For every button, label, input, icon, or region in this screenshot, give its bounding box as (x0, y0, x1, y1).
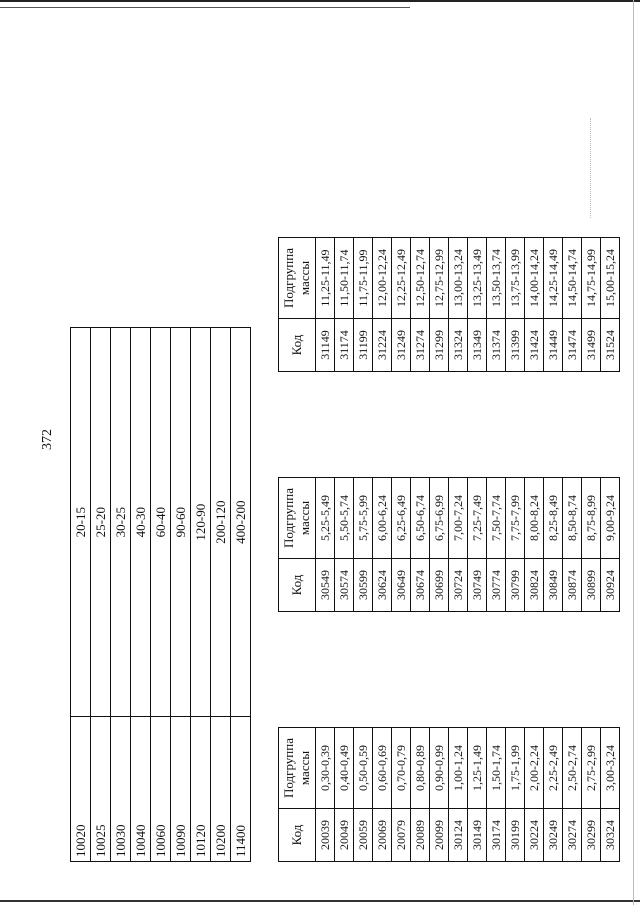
code-cell: 10200 (211, 717, 231, 862)
mass-cell: 6,50-6,74 (411, 478, 430, 559)
mass-header: Подгруппа массы (279, 478, 316, 559)
header-row (279, 728, 316, 862)
mass-cell: 12,25-12,49 (392, 238, 411, 319)
code-cell: 20059 (354, 809, 373, 862)
mass-table-body (316, 478, 620, 612)
table-row (487, 478, 506, 612)
table-row (506, 478, 525, 612)
code-cell: 30599 (354, 559, 373, 612)
table-row (231, 328, 251, 862)
mass-cell: 13,00-13,24 (449, 238, 468, 319)
table-row (151, 328, 171, 862)
scan-line-top (0, 7, 410, 8)
table-row (506, 728, 525, 862)
code-cell: 11400 (231, 717, 251, 862)
mass-table-3 (278, 237, 620, 372)
code-cell: 10025 (91, 717, 111, 862)
mass-cell: 11,75-11,99 (354, 238, 373, 319)
range-table-body (71, 328, 251, 862)
code-cell: 10030 (111, 717, 131, 862)
mass-cell: 7,00-7,24 (449, 478, 468, 559)
code-cell: 30674 (411, 559, 430, 612)
table-row (525, 238, 544, 372)
mass-table-body (316, 238, 620, 372)
mass-cell: 1,50-1,74 (487, 728, 506, 809)
mass-cell: 13,25-13,49 (468, 238, 487, 319)
code-cell: 30749 (468, 559, 487, 612)
table-row (544, 728, 563, 862)
scan-edge-top (0, 0, 640, 6)
table-row (563, 728, 582, 862)
mass-table-1 (278, 727, 620, 862)
table-row (582, 238, 601, 372)
mass-cell: 11,25-11,49 (316, 238, 335, 319)
code-cell: 31374 (487, 319, 506, 372)
code-cell: 30799 (506, 559, 525, 612)
code-cell: 31299 (430, 319, 449, 372)
code-cell: 30724 (449, 559, 468, 612)
mass-cell: 14,50-14,74 (563, 238, 582, 319)
mass-cell: 13,50-13,74 (487, 238, 506, 319)
range-cell: 120-90 (191, 328, 211, 717)
mass-table-2 (278, 477, 620, 612)
mass-cell: 14,25-14,49 (544, 238, 563, 319)
table-row (373, 478, 392, 612)
header-row (279, 238, 316, 372)
code-cell: 31274 (411, 319, 430, 372)
code-cell: 30774 (487, 559, 506, 612)
mass-header: Подгруппа массы (279, 728, 316, 809)
table-row (601, 478, 620, 612)
code-cell: 30574 (335, 559, 354, 612)
mass-cell: 6,00-6,24 (373, 478, 392, 559)
table-row (354, 728, 373, 862)
code-cell: 20089 (411, 809, 430, 862)
code-cell: 31224 (373, 319, 392, 372)
code-cell: 30174 (487, 809, 506, 862)
mass-cell: 8,00-8,24 (525, 478, 544, 559)
mass-cell: 1,25-1,49 (468, 728, 487, 809)
code-cell: 20079 (392, 809, 411, 862)
mass-cell: 1,00-1,24 (449, 728, 468, 809)
table-row (354, 478, 373, 612)
mass-cell: 0,50-0,59 (354, 728, 373, 809)
code-cell: 20099 (430, 809, 449, 862)
table-row (430, 238, 449, 372)
code-cell: 20049 (335, 809, 354, 862)
mass-table-body (316, 728, 620, 862)
code-cell: 30849 (544, 559, 563, 612)
table-row (601, 728, 620, 862)
table-row (487, 728, 506, 862)
table-row (449, 478, 468, 612)
code-cell: 30324 (601, 809, 620, 862)
table-row (316, 478, 335, 612)
mass-cell: 5,25-5,49 (316, 478, 335, 559)
mass-cell: 8,75-8,99 (582, 478, 601, 559)
mass-cell: 0,40-0,49 (335, 728, 354, 809)
table-row (392, 728, 411, 862)
mass-cell: 12,00-12,24 (373, 238, 392, 319)
mass-cell: 7,50-7,74 (487, 478, 506, 559)
table-row (601, 238, 620, 372)
mass-cell: 14,00-14,24 (525, 238, 544, 319)
table-row (487, 238, 506, 372)
code-cell: 31174 (335, 319, 354, 372)
table-row (191, 328, 211, 862)
mass-cell: 0,70-0,79 (392, 728, 411, 809)
code-cell: 30249 (544, 809, 563, 862)
mass-cell: 1,75-1,99 (506, 728, 525, 809)
range-cell: 30-25 (111, 328, 131, 717)
table-row (71, 328, 91, 862)
code-cell: 30549 (316, 559, 335, 612)
code-cell: 30299 (582, 809, 601, 862)
scan-edge-bottom (0, 900, 640, 902)
code-header: Код (279, 319, 316, 372)
mass-cell: 0,90-0,99 (430, 728, 449, 809)
table-row (411, 728, 430, 862)
table-row (131, 328, 151, 862)
code-cell: 31199 (354, 319, 373, 372)
table-row (582, 478, 601, 612)
table-row (111, 328, 131, 862)
code-cell: 10020 (71, 717, 91, 862)
code-cell: 31424 (525, 319, 544, 372)
table-row (171, 328, 191, 862)
rotated-page (40, 82, 617, 862)
mass-cell: 14,75-14,99 (582, 238, 601, 319)
code-cell: 31499 (582, 319, 601, 372)
table-row (468, 478, 487, 612)
mass-cell: 8,50-8,74 (563, 478, 582, 559)
mass-cell: 8,25-8,49 (544, 478, 563, 559)
table-row (354, 238, 373, 372)
range-cell: 90-60 (171, 328, 191, 717)
code-cell: 10040 (131, 717, 151, 862)
range-cell: 60-40 (151, 328, 171, 717)
mass-cell: 2,25-2,49 (544, 728, 563, 809)
mass-cell: 2,75-2,99 (582, 728, 601, 809)
code-cell: 30199 (506, 809, 525, 862)
mass-cell: 11,50-11,74 (335, 238, 354, 319)
table-row (544, 478, 563, 612)
mass-cell: 2,00-2,24 (525, 728, 544, 809)
table-row (373, 238, 392, 372)
code-cell: 31149 (316, 319, 335, 372)
table-row (411, 238, 430, 372)
range-cell: 40-30 (131, 328, 151, 717)
mass-cell: 12,75-12,99 (430, 238, 449, 319)
code-cell: 30699 (430, 559, 449, 612)
range-cell: 25-20 (91, 328, 111, 717)
code-cell: 30649 (392, 559, 411, 612)
mass-cell: 12,50-12,74 (411, 238, 430, 319)
header-row (279, 478, 316, 612)
mass-cell: 5,50-5,74 (335, 478, 354, 559)
mass-cell: 13,75-13,99 (506, 238, 525, 319)
table-row (335, 478, 354, 612)
table-row (449, 728, 468, 862)
table-row (468, 728, 487, 862)
mass-cell: 3,00-3,24 (601, 728, 620, 809)
mass-cell: 0,80-0,89 (411, 728, 430, 809)
code-cell: 20069 (373, 809, 392, 862)
table-row (392, 478, 411, 612)
mass-cell: 15,00-15,24 (601, 238, 620, 319)
mass-cell: 7,75-7,99 (506, 478, 525, 559)
table-row (335, 728, 354, 862)
code-cell: 31474 (563, 319, 582, 372)
table-row (91, 328, 111, 862)
mass-cell: 6,75-6,99 (430, 478, 449, 559)
code-cell: 30624 (373, 559, 392, 612)
code-header: Код (279, 559, 316, 612)
page-number: 372 (40, 429, 55, 450)
code-cell: 10060 (151, 717, 171, 862)
range-cell: 400-200 (231, 328, 251, 717)
mass-cell: 0,30-0,39 (316, 728, 335, 809)
table-row (392, 238, 411, 372)
mass-cell: 9,00-9,24 (601, 478, 620, 559)
code-header: Код (279, 809, 316, 862)
mass-cell: 6,25-6,49 (392, 478, 411, 559)
table-row (449, 238, 468, 372)
code-cell: 31249 (392, 319, 411, 372)
scan-edge-right (633, 0, 634, 905)
mass-cell: 2,50-2,74 (563, 728, 582, 809)
mass-header: Подгруппа массы (279, 238, 316, 319)
code-cell: 30149 (468, 809, 487, 862)
table-row (544, 238, 563, 372)
code-cell: 30124 (449, 809, 468, 862)
code-cell: 30899 (582, 559, 601, 612)
code-cell: 10090 (171, 717, 191, 862)
table-row (525, 728, 544, 862)
table-row (335, 238, 354, 372)
mass-cell: 5,75-5,99 (354, 478, 373, 559)
table-row (468, 238, 487, 372)
table-row (316, 728, 335, 862)
mass-cell: 7,25-7,49 (468, 478, 487, 559)
range-cell: 200-120 (211, 328, 231, 717)
code-cell: 10120 (191, 717, 211, 862)
range-table (70, 327, 251, 862)
table-row (411, 478, 430, 612)
code-cell: 31324 (449, 319, 468, 372)
table-row (430, 728, 449, 862)
table-row (563, 478, 582, 612)
code-cell: 31399 (506, 319, 525, 372)
code-cell: 30274 (563, 809, 582, 862)
table-row (373, 728, 392, 862)
range-cell: 20-15 (71, 328, 91, 717)
table-row (525, 478, 544, 612)
code-cell: 30824 (525, 559, 544, 612)
code-cell: 31524 (601, 319, 620, 372)
code-cell: 30924 (601, 559, 620, 612)
table-row (582, 728, 601, 862)
table-row (506, 238, 525, 372)
code-cell: 31349 (468, 319, 487, 372)
mass-cell: 0,60-0,69 (373, 728, 392, 809)
table-row (563, 238, 582, 372)
code-cell: 30874 (563, 559, 582, 612)
code-cell: 30224 (525, 809, 544, 862)
table-row (316, 238, 335, 372)
code-cell: 20039 (316, 809, 335, 862)
table-row (211, 328, 231, 862)
table-row (430, 478, 449, 612)
code-cell: 31449 (544, 319, 563, 372)
